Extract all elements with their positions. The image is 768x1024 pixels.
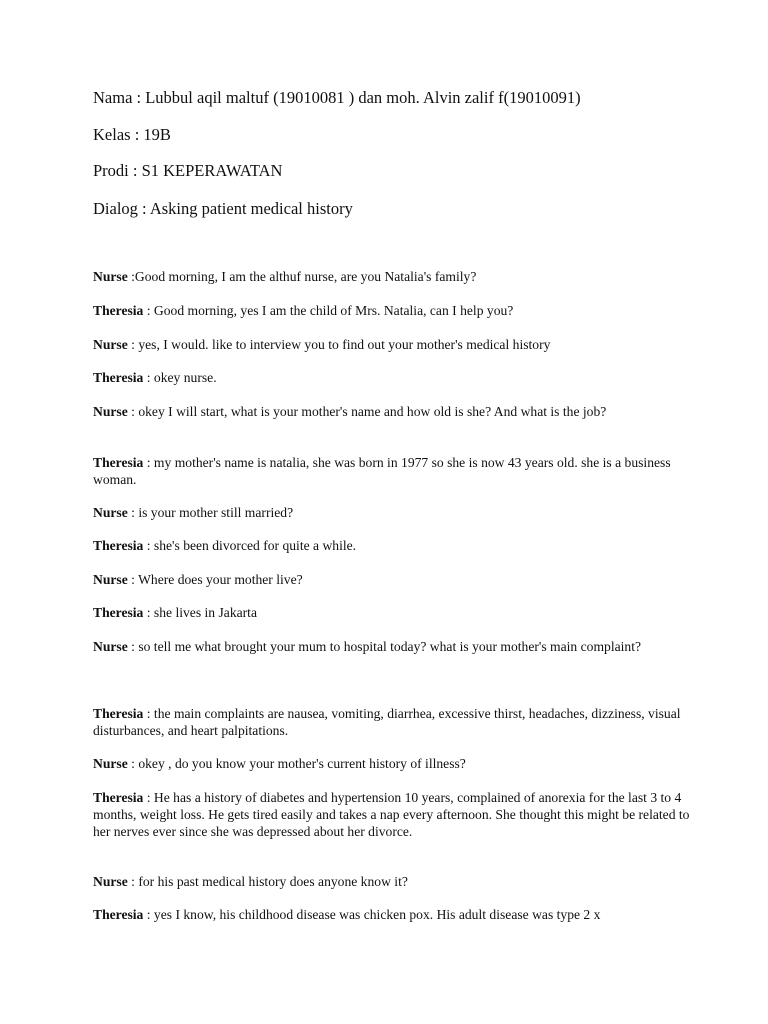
dialog-turn [93,336,693,353]
turn-text: :Good morning, I am the althuf nurse, are you Natalia's family? [127,269,477,284]
turn-text: : my mother's name is natalia, she was born in 1977 so she is now 43 years old. she is a business woman. [93,455,671,487]
header-kelas: Kelas : 19B [93,125,171,144]
turn-text: : Good morning, yes I am the child of Mrs. Natalia, can I help you? [143,303,514,318]
speaker-name: Theresia [93,370,144,385]
speaker-name: Nurse [93,505,128,520]
turn-text: : so tell me what brought your mum to hospital today? what is your mother's main complaint? [127,639,642,654]
header-nama: Nama : Lubbul aqil maltuf (19010081 ) dan moh. Alvin zalif f(19010091) [93,88,581,107]
speaker-name: Theresia [93,605,144,620]
turn-text: : is your mother still married? [127,505,294,520]
dialog-turn [93,906,693,923]
dialog-turn [93,571,693,588]
speaker-name: Theresia [93,538,144,553]
dialog-turn [93,454,693,488]
turn-text: : He has a history of diabetes and hypertension 10 years, complained of anorexia for the last 3 to 4 months, weight loss. He gets tired easily and takes a nap every afternoon. She thought this might be related to her nerves ever since she was depressed about her divorce. [93,790,690,839]
turn-text: : yes I know, his childhood disease was chicken pox. His adult disease was type 2 x [143,907,601,922]
dialog-turn [93,638,693,655]
turn-text: : for his past medical history does anyone know it? [127,874,408,889]
speaker-name: Nurse [93,639,128,654]
dialog-turn [93,504,693,521]
turn-text: : she lives in Jakarta [143,605,257,620]
speaker-name: Nurse [93,756,128,771]
speaker-name: Theresia [93,706,144,721]
dialog-turn [93,268,693,285]
dialog-turn [93,537,693,554]
speaker-name: Nurse [93,874,128,889]
dialog-turn [93,873,693,890]
speaker-name: Theresia [93,455,144,470]
turn-text: : Where does your mother live? [127,572,303,587]
dialog-turn [93,705,693,739]
speaker-name: Theresia [93,303,144,318]
turn-text: : okey I will start, what is your mother's name and how old is she? And what is the job? [127,404,607,419]
dialog-turn [93,789,693,840]
dialog-turn [93,302,693,319]
dialog-turn [93,369,693,386]
speaker-name: Theresia [93,790,144,805]
speaker-name: Nurse [93,337,128,352]
dialog-turn [93,604,693,621]
speaker-name: Nurse [93,572,128,587]
speaker-name: Nurse [93,269,128,284]
header-prodi: Prodi : S1 KEPERAWATAN [93,161,283,180]
turn-text: : okey , do you know your mother's current history of illness? [127,756,466,771]
dialog-turn [93,755,693,772]
turn-text: : she's been divorced for quite a while. [143,538,357,553]
speaker-name: Nurse [93,404,128,419]
turn-text: : yes, I would. like to interview you to find out your mother's medical history [127,337,551,352]
dialog-turn [93,403,693,420]
header-dialog-title: Dialog : Asking patient medical history [93,199,353,218]
speaker-name: Theresia [93,907,144,922]
turn-text: : the main complaints are nausea, vomiting, diarrhea, excessive thirst, headaches, dizziness, visual disturbances, and heart palpitations. [93,706,681,738]
turn-text: : okey nurse. [143,370,217,385]
